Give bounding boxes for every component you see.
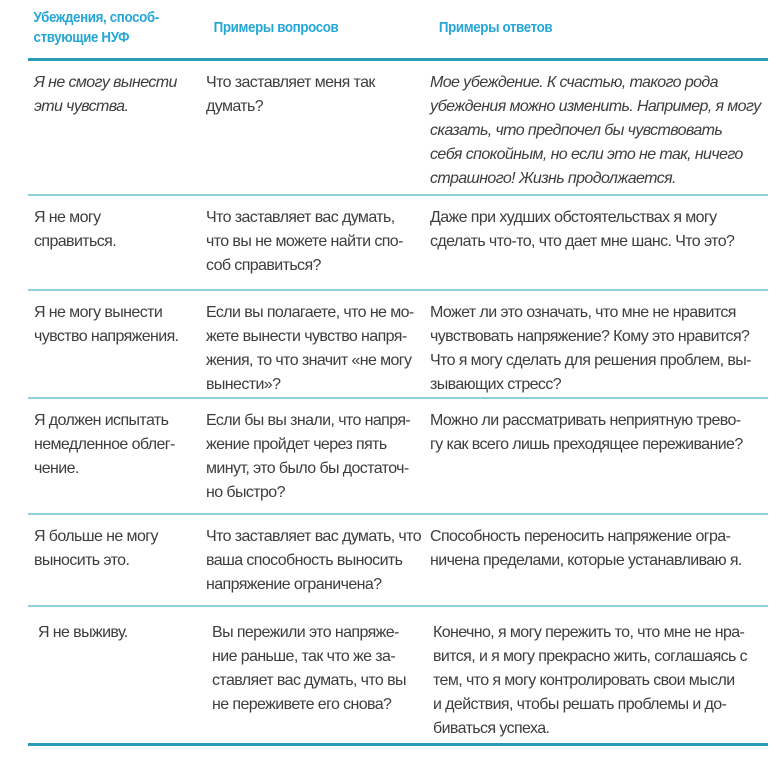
answer-cell xyxy=(429,61,768,194)
belief-cell xyxy=(28,515,204,605)
question-cell-line: но быстро? xyxy=(206,484,285,501)
question-cell xyxy=(204,61,429,194)
question-cell-line: ние раньше, так что же за- xyxy=(212,648,396,665)
question-cell-line: что вы не можете найти спо- xyxy=(206,233,403,250)
question-cell-line: ставляет вас думать, что вы xyxy=(212,672,406,689)
answer-cell-line: и действия, чтобы решать проблемы и до- xyxy=(433,696,727,713)
belief-cell xyxy=(28,399,204,513)
table-row xyxy=(28,291,768,399)
table-row xyxy=(28,515,768,607)
belief-cell-line: Я не могу вынести xyxy=(34,304,163,321)
question-cell xyxy=(204,291,429,397)
question-cell-line: Что заставляет вас думать, что xyxy=(206,528,422,545)
question-cell-line: жение пройдет через пять xyxy=(206,436,387,453)
answer-cell-line: гу как всего лишь преходящее переживание? xyxy=(430,436,743,453)
table-row xyxy=(28,61,768,196)
table-header xyxy=(28,0,768,61)
question-cell-line: соб справиться? xyxy=(206,257,321,274)
answer-cell-line: убеждения можно изменить. Например, я могу xyxy=(430,98,761,115)
answer-cell-line: Мое убеждение. К счастью, такого рода xyxy=(430,74,718,91)
header-beliefs-line: ствующие НУФ xyxy=(33,30,130,46)
question-cell-line: Вы пережили это напряже- xyxy=(212,624,399,641)
question-cell-line: не переживете его снова? xyxy=(212,696,392,713)
table-row xyxy=(28,399,768,515)
beliefs-table xyxy=(28,0,768,746)
question-cell-line: Что заставляет меня так xyxy=(206,74,375,91)
answer-cell-line: Что я могу сделать для решения проблем, вы- xyxy=(430,352,751,369)
answer-cell-line: сделать что-то, что дает мне шанс. Что это? xyxy=(430,233,735,250)
answer-cell xyxy=(429,291,768,397)
answer-cell-line: Можно ли рассматривать неприятную трево- xyxy=(430,412,741,429)
answer-cell-line: сказать, что предпочел бы чувствовать xyxy=(430,122,723,139)
question-cell-line: минут, это было бы достаточ- xyxy=(206,460,409,477)
header-beliefs-line: Убеждения, способ- xyxy=(33,10,159,26)
answer-cell-line: страшного! Жизнь продолжается. xyxy=(430,170,676,187)
belief-cell xyxy=(28,196,204,289)
answer-cell-line: Конечно, я могу пережить то, что мне не нра- xyxy=(433,624,745,641)
answer-cell-line: Даже при худших обстоятельствах я могу xyxy=(430,209,717,226)
belief-cell-line: справиться. xyxy=(34,233,117,250)
answer-cell xyxy=(429,399,768,513)
question-cell xyxy=(204,515,429,605)
belief-cell xyxy=(28,607,204,743)
belief-cell-line: эти чувства. xyxy=(34,98,129,115)
question-cell-line: думать? xyxy=(206,98,264,115)
answer-cell-line: биваться успеха. xyxy=(433,720,550,737)
belief-cell xyxy=(28,291,204,397)
answer-cell-line: вится, и я могу прекрасно жить, соглашаясь с xyxy=(433,648,748,665)
question-cell xyxy=(204,607,429,743)
question-cell-line: жения, то что значит «не могу xyxy=(206,352,412,369)
belief-cell xyxy=(28,61,204,194)
answer-cell xyxy=(429,607,768,743)
belief-cell-line: Я не выживу. xyxy=(38,624,128,641)
answer-cell-line: себя спокойным, но если это не так, ничего xyxy=(430,146,743,163)
belief-cell-line: чение. xyxy=(34,460,79,477)
question-cell xyxy=(204,399,429,513)
question-cell-line: вынести»? xyxy=(206,376,281,393)
answer-cell xyxy=(429,196,768,289)
table-row xyxy=(28,607,768,746)
answer-cell-line: зывающих стресс? xyxy=(430,376,562,393)
belief-cell-line: Я не смогу вынести xyxy=(34,74,177,91)
header-questions: Примеры вопросов xyxy=(213,20,338,36)
answer-cell-line: тем, что я могу контролировать свои мысли xyxy=(433,672,735,689)
header-answers: Примеры ответов xyxy=(438,20,553,36)
belief-cell-line: чувство напряжения. xyxy=(34,328,179,345)
question-cell-line: жете вынести чувство напря- xyxy=(206,328,407,345)
answer-cell-line: чувствовать напряжение? Кому это нравится? xyxy=(430,328,750,345)
belief-cell-line: Я должен испытать xyxy=(34,412,169,429)
belief-cell-line: Я больше не могу xyxy=(34,528,158,545)
question-cell-line: напряжение ограничена? xyxy=(206,576,382,593)
answer-cell-line: ничена пределами, которые устанавливаю я. xyxy=(430,552,742,569)
belief-cell-line: Я не могу xyxy=(34,209,101,226)
question-cell-line: Если бы вы знали, что напря- xyxy=(206,412,411,429)
answer-cell-line: Может ли это означать, что мне не нравится xyxy=(430,304,736,321)
answer-cell-line: Способность переносить напряжение огра- xyxy=(430,528,731,545)
table-row xyxy=(28,196,768,291)
question-cell xyxy=(204,196,429,289)
answer-cell xyxy=(429,515,768,605)
question-cell-line: Что заставляет вас думать, xyxy=(206,209,395,226)
belief-cell-line: немедленное облег- xyxy=(34,436,175,453)
header-beliefs xyxy=(28,0,195,58)
belief-cell-line: выносить это. xyxy=(34,552,130,569)
question-cell-line: ваша способность выносить xyxy=(206,552,403,569)
question-cell-line: Если вы полагаете, что не мо- xyxy=(206,304,414,321)
